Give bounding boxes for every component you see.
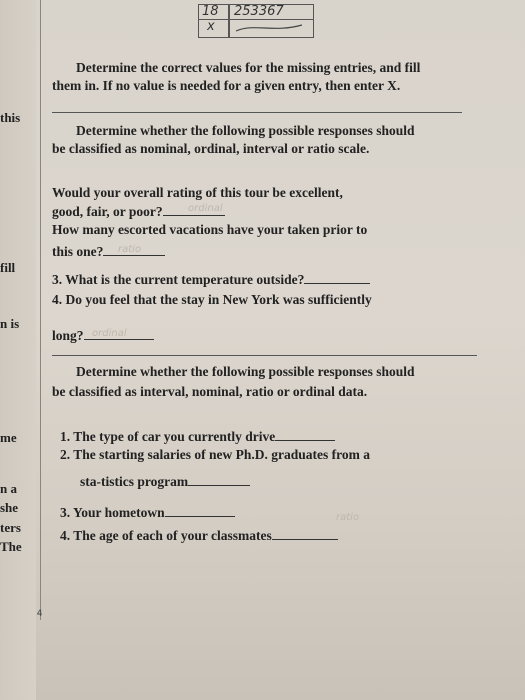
pencil-note: ordinal (92, 328, 127, 339)
question-text: 3. What is the current temperature outside? (52, 270, 370, 289)
section-heading: be classified as nominal, ordinal, interval or ratio scale. (52, 141, 370, 156)
answer-blank (275, 440, 335, 441)
answer-blank (304, 283, 370, 284)
pencil-note: ratio (336, 512, 360, 523)
handwritten-cross: x (207, 19, 215, 34)
margin-fragment: me (0, 430, 17, 445)
question-text: long? (52, 326, 154, 345)
question-text: Would your overall rating of this tour be excellent, (52, 185, 343, 200)
page-number: 4 (37, 608, 43, 618)
question-text: sta-tistics program (80, 472, 250, 491)
section-heading: be classified as interval, nominal, ratio or ordinal data. (52, 384, 368, 399)
margin-fragment: fill (0, 260, 16, 275)
section-divider (52, 112, 462, 113)
instruction-line: Determine the correct values for the missing entries, and fill (76, 60, 421, 75)
pencil-note: ordinal (188, 203, 223, 214)
answer-blank (165, 516, 235, 517)
question-text: How many escorted vacations have your taken prior to (52, 222, 368, 237)
question-text: 2. The starting salaries of new Ph.D. graduates from a (60, 447, 370, 462)
question-text: 3. Your hometown (60, 503, 235, 522)
question-text: 1. The type of car you currently drive (60, 427, 335, 446)
answer-blank (188, 485, 250, 486)
margin-fragment: she (0, 500, 19, 515)
margin-fragment: n a (0, 481, 17, 496)
handwritten-answer-box (198, 4, 314, 38)
margin-fragment: this (0, 110, 21, 125)
answer-blank (103, 255, 165, 256)
question-text: 4. Do you feel that the stay in New York was sufficiently (52, 292, 372, 307)
section-heading: Determine whether the following possible responses should (76, 123, 415, 138)
margin-fragment: ters (0, 520, 21, 535)
margin-fragment: n is (0, 316, 20, 331)
section-heading: Determine whether the following possible responses should (76, 364, 415, 379)
section-divider (52, 355, 477, 356)
instruction-line: them in. If no value is needed for a given entry, then enter X. (52, 78, 401, 93)
margin-fragment: The (0, 539, 22, 554)
answer-blank (163, 215, 225, 216)
question-text: this one? (52, 242, 165, 261)
question-text: 4. The age of each of your classmates (60, 526, 338, 545)
pencil-note: ratio (118, 244, 142, 255)
question-text: good, fair, or poor? (52, 202, 225, 221)
scribble-mark (234, 21, 304, 35)
margin-line (40, 0, 41, 620)
handwritten-number: 18 (202, 4, 219, 19)
answer-blank (84, 339, 154, 340)
left-page-strip (0, 0, 36, 700)
handwritten-digits: 253367 (234, 4, 284, 19)
answer-blank (272, 539, 338, 540)
